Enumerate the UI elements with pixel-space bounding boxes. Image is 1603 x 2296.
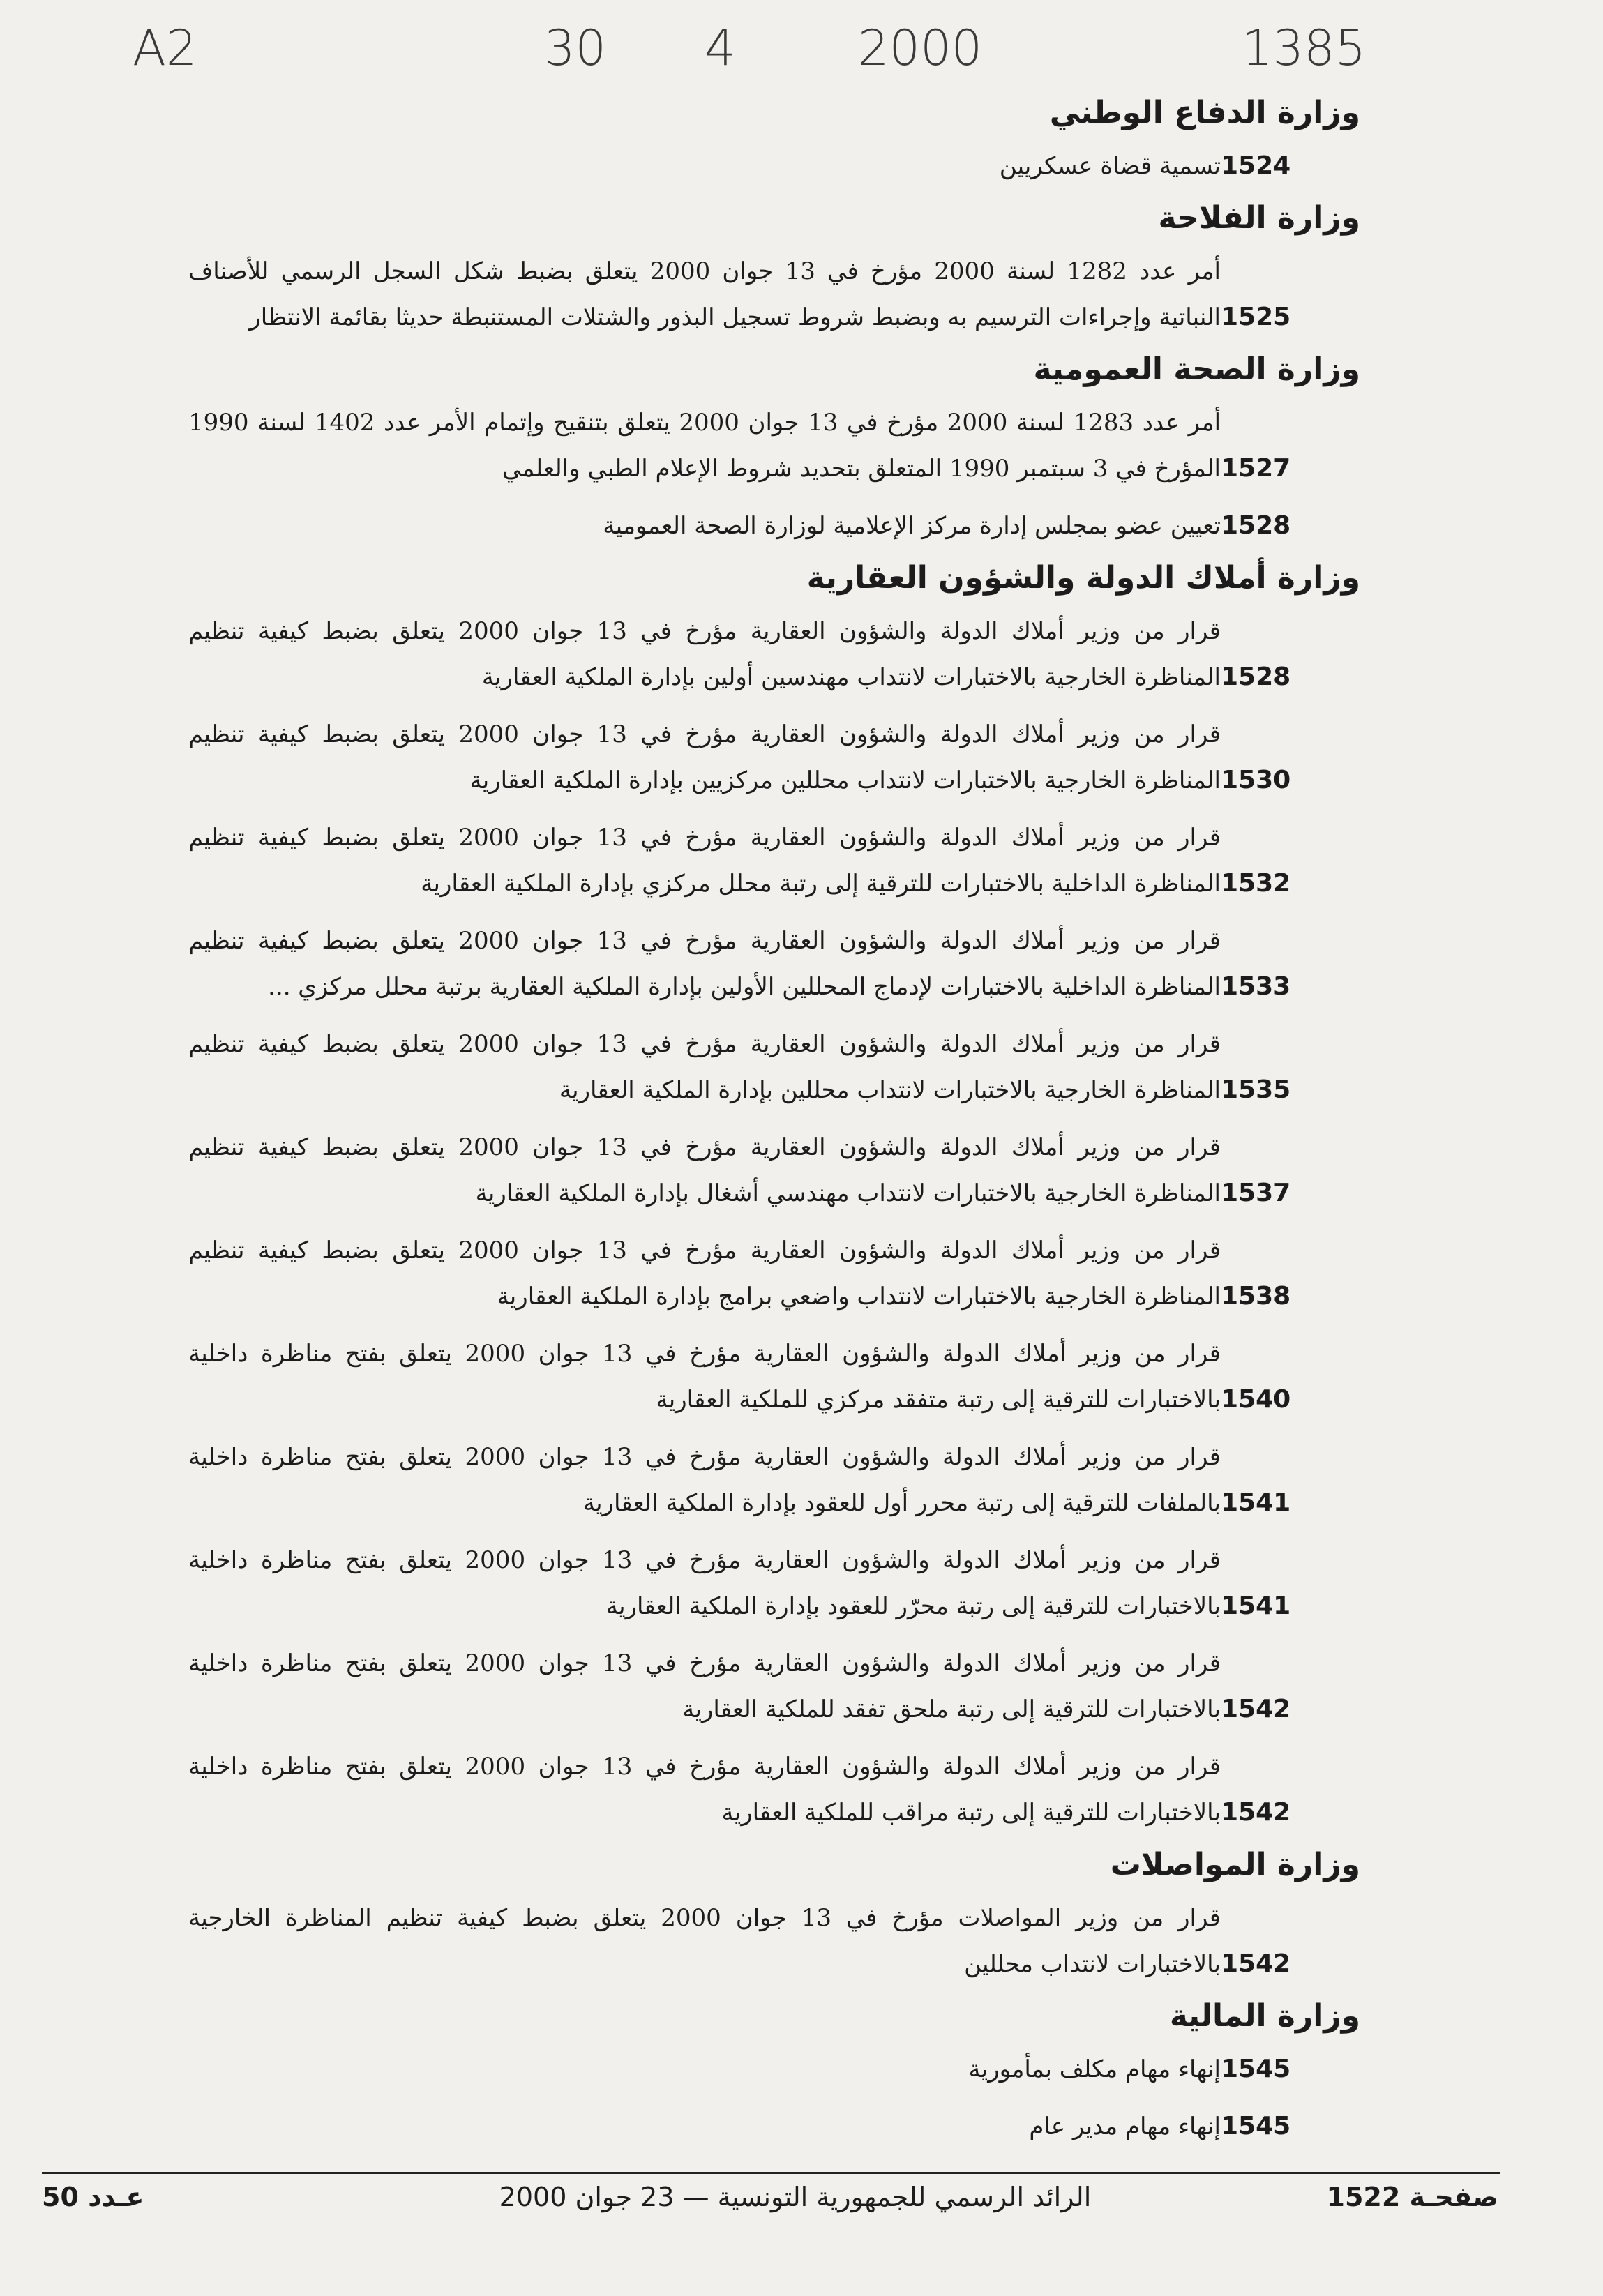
entry-page-number: 1530 [1221,766,1291,794]
entry-text: إنهاء مهام مكلف بمأمورية [968,2055,1221,2083]
entry-page-number: 1545 [1221,2055,1291,2083]
entry-text: تسمية قضاة عسكريين [999,152,1221,180]
table-of-contents [188,91,1360,2161]
ministry-section [188,1847,1360,1987]
toc-entry [188,1124,1297,1216]
entry-page-number: 1525 [1221,303,1291,331]
entry-text: قرار من وزير أملاك الدولة والشؤون العقارية مؤرخ في 13 جوان 2000 يتعلق بضبط كيفية تنظيم المناظرة الخارجية بالاختبارات لانتداب محللين بإدارة الملكية العقارية [188,1030,1221,1104]
ministry-section [188,200,1360,340]
entry-text: قرار من وزير أملاك الدولة والشؤون العقارية مؤرخ في 13 جوان 2000 يتعلق بضبط كيفية تنظيم المناظرة الخارجية بالاختبارات لانتداب مهندسي أشغال بإدارة الملكية العقارية [188,1133,1221,1207]
entry-text: قرار من وزير أملاك الدولة والشؤون العقارية مؤرخ في 13 جوان 2000 يتعلق بفتح مناظرة داخلية بالاختبارات للترقية إلى رتبة ملحق تفقد للملكية العقارية [188,1649,1221,1723]
toc-entry [188,711,1297,803]
entry-page-number: 1527 [1221,454,1291,483]
toc-entry [188,1537,1297,1629]
toc-entry [188,1744,1297,1836]
ministry-heading: وزارة الصحة العمومية [1033,352,1360,387]
toc-entry [188,918,1297,1010]
entry-page-number: 1524 [1221,151,1291,180]
entry-text: قرار من وزير أملاك الدولة والشؤون العقارية مؤرخ في 13 جوان 2000 يتعلق بضبط كيفية تنظيم المناظرة الداخلية بالاختبارات لإدماج المحللين الأولين بإدارة الملكية العقارية برتبة محلل مركزي ... [188,927,1221,1001]
entry-text: قرار من وزير أملاك الدولة والشؤون العقارية مؤرخ في 13 جوان 2000 يتعلق بفتح مناظرة داخلية بالملفات للترقية إلى رتبة محرر أول للعقود بإدارة الملكية العقارية [188,1443,1221,1517]
entry-page-number: 1537 [1221,1179,1291,1207]
toc-entry [188,1021,1297,1113]
toc-entry [188,2046,1297,2092]
toc-entry [188,143,1297,189]
entry-page-number: 1541 [1221,1592,1291,1620]
entry-page-number: 1545 [1221,2112,1291,2140]
ministry-section [188,95,1360,189]
footer-divider [42,2172,1500,2174]
entry-page-number: 1538 [1221,1282,1291,1311]
ministry-section [188,1998,1360,2150]
ministry-heading: وزارة المالية [1169,1998,1360,2034]
handwritten-annotation: 1385 [1242,20,1367,77]
toc-entry [188,400,1297,492]
toc-entry [188,1228,1297,1320]
entry-text: قرار من وزير أملاك الدولة والشؤون العقارية مؤرخ في 13 جوان 2000 يتعلق بضبط كيفية تنظيم المناظرة الخارجية بالاختبارات لانتداب واضعي برامج بإدارة الملكية العقارية [188,1237,1221,1311]
footer-title: الرائد الرسمي للجمهورية التونسية — 23 جوان 2000 [499,2182,1092,2212]
toc-entry [188,1331,1297,1423]
ministry-section [188,352,1360,549]
entry-text: تعيين عضو بمجلس إدارة مركز الإعلامية لوزارة الصحة العمومية [603,512,1221,540]
toc-entry [188,503,1297,549]
entry-page-number: 1528 [1221,511,1291,540]
entry-page-number: 1541 [1221,1488,1291,1517]
entry-page-number: 1542 [1221,1798,1291,1827]
footer-page-number: صفحـة 1522 [1326,2182,1498,2212]
ministry-heading: وزارة الدفاع الوطني [1049,95,1360,130]
entry-page-number: 1532 [1221,869,1291,898]
entry-text: قرار من وزير المواصلات مؤرخ في 13 جوان 2000 يتعلق بضبط كيفية تنظيم المناظرة الخارجية بالاختبارات لانتداب محللين [188,1904,1221,1978]
entry-text: قرار من وزير أملاك الدولة والشؤون العقارية مؤرخ في 13 جوان 2000 يتعلق بضبط كيفية تنظيم المناظرة الخارجية بالاختبارات لانتداب مهندسين أولين بإدارة الملكية العقارية [188,617,1221,691]
handwritten-annotation: 2000 [858,20,983,77]
entry-text: قرار من وزير أملاك الدولة والشؤون العقارية مؤرخ في 13 جوان 2000 يتعلق بفتح مناظرة داخلية بالاختبارات للترقية إلى رتبة مراقب للملكية العقارية [188,1753,1221,1827]
handwritten-annotation: 4 [705,20,736,77]
entry-text: قرار من وزير أملاك الدولة والشؤون العقارية مؤرخ في 13 جوان 2000 يتعلق بضبط كيفية تنظيم المناظرة الداخلية بالاختبارات للترقية إلى رتبة محلل مركزي بإدارة الملكية العقارية [188,824,1221,898]
toc-entry [188,815,1297,907]
entry-page-number: 1542 [1221,1949,1291,1978]
entry-page-number: 1528 [1221,663,1291,691]
entry-text: أمر عدد 1282 لسنة 2000 مؤرخ في 13 جوان 2000 يتعلق بضبط شكل السجل الرسمي للأصناف النباتية وإجراءات الترسيم به وبضبط شروط تسجيل البذور والشتلات المستنبطة حديثا بقائمة الانتظار [188,257,1221,331]
ministry-heading: وزارة الفلاحة [1158,200,1360,236]
entry-text: قرار من وزير أملاك الدولة والشؤون العقارية مؤرخ في 13 جوان 2000 يتعلق بفتح مناظرة داخلية بالاختبارات للترقية إلى رتبة محرّر للعقود بإدارة الملكية العقارية [188,1546,1221,1620]
toc-entry [188,2104,1297,2150]
handwritten-annotation: 30 [544,20,607,77]
ministry-section [188,560,1360,1836]
toc-entry [188,608,1297,700]
toc-entry [188,1434,1297,1526]
entry-page-number: 1542 [1221,1695,1291,1723]
footer-issue-number: عـدد 50 [42,2182,144,2212]
toc-entry [188,1895,1297,1987]
entry-text: إنهاء مهام مدير عام [1029,2113,1221,2140]
entry-page-number: 1540 [1221,1385,1291,1414]
toc-entry [188,1640,1297,1732]
entry-text: قرار من وزير أملاك الدولة والشؤون العقارية مؤرخ في 13 جوان 2000 يتعلق بفتح مناظرة داخلية بالاختبارات للترقية إلى رتبة متفقد مركزي للملكية العقارية [188,1340,1221,1414]
ministry-heading: وزارة أملاك الدولة والشؤون العقارية [806,560,1360,596]
toc-entry [188,248,1297,340]
handwritten-annotation: A2 [133,20,197,77]
entry-page-number: 1533 [1221,972,1291,1001]
entry-text: أمر عدد 1283 لسنة 2000 مؤرخ في 13 جوان 2000 يتعلق بتنقيح وإتمام الأمر عدد 1402 لسنة 1990 المؤرخ في 3 سبتمبر 1990 المتعلق بتحديد شروط الإعلام الطبي والعلمي [188,409,1221,483]
entry-text: قرار من وزير أملاك الدولة والشؤون العقارية مؤرخ في 13 جوان 2000 يتعلق بضبط كيفية تنظيم المناظرة الخارجية بالاختبارات لانتداب محللين مركزيين بإدارة الملكية العقارية [188,720,1221,794]
entry-page-number: 1535 [1221,1075,1291,1104]
ministry-heading: وزارة المواصلات [1110,1847,1360,1882]
